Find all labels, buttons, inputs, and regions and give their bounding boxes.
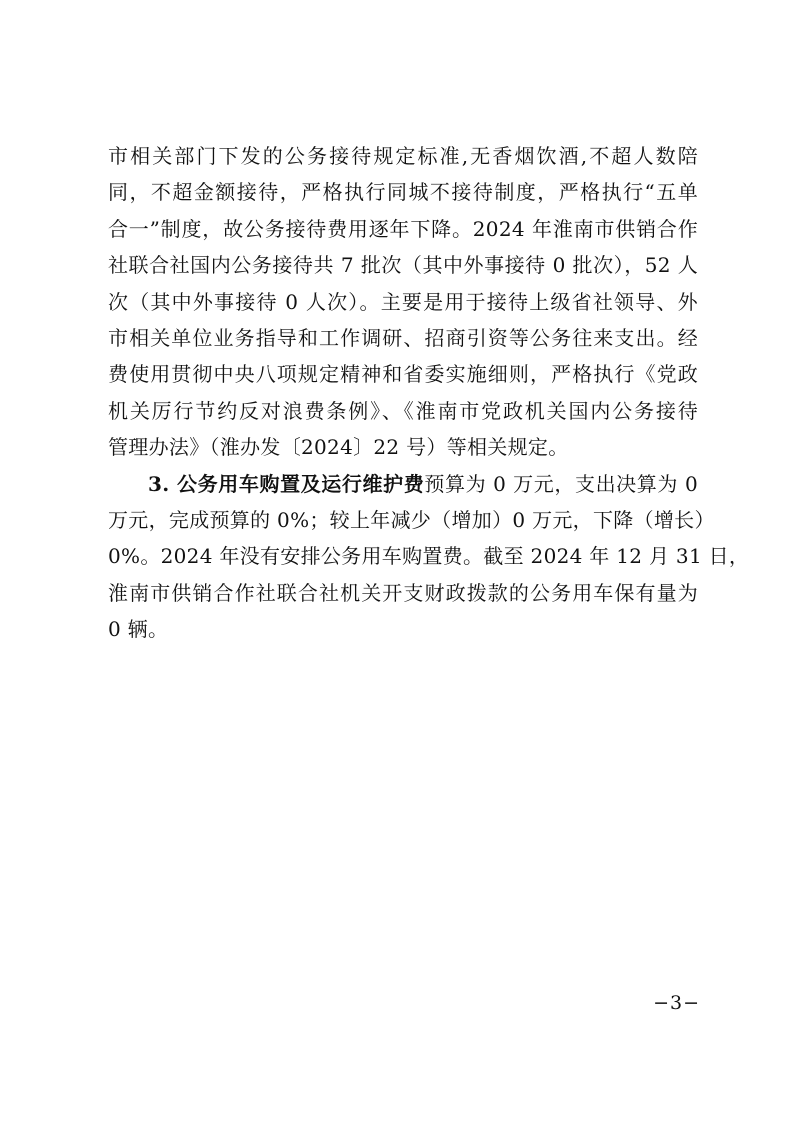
text-line xyxy=(108,466,698,502)
text-line: 合一”制度，故公务接待费用逐年下降。2024 年淮南市供销合作 xyxy=(108,216,698,241)
page-number: −3− xyxy=(653,992,700,1014)
text-line: 同，不超金额接待，严格执行同城不接待制度，严格执行“五单 xyxy=(108,180,698,205)
text-line: 次（其中外事接待 0 人次）。主要是用于接待上级省社领导、外 xyxy=(108,289,698,314)
body-text xyxy=(108,138,750,647)
text-line: 0%。2024 年没有安排公务用车购置费。截至 2024 年 12 月 31 日， xyxy=(108,544,750,569)
section-heading: 3. 公务用车购置及运行维护费 xyxy=(148,471,425,496)
text-line: 管理办法》（淮办发〔2024〕22 号）等相关规定。 xyxy=(108,435,569,460)
text-line: 市相关部门下发的公务接待规定标准,无香烟饮酒,不超人数陪 xyxy=(108,144,698,168)
text-line: 机关厉行节约反对浪费条例》、《淮南市党政机关国内公务接待 xyxy=(108,398,698,423)
text-line: 市相关单位业务指导和工作调研、招商引资等公务往来支出。经 xyxy=(108,325,698,350)
text-line: 万元，完成预算的 0%；较上年减少（增加）0 万元，下降（增长） xyxy=(108,507,715,532)
text-line: 社联合社国内公务接待共 7 批次（其中外事接待 0 批次），52 人 xyxy=(108,253,698,278)
text-span: 预算为 0 万元，支出决算为 0 xyxy=(424,471,698,496)
text-line: 0 辆。 xyxy=(108,617,169,642)
paragraph-reception xyxy=(108,138,698,466)
paragraph-vehicle xyxy=(108,466,750,648)
text-line: 淮南市供销合作社联合社机关开支财政拨款的公务用车保有量为 xyxy=(108,580,698,605)
text-line: 费使用贯彻中央八项规定精神和省委实施细则，严格执行《党政 xyxy=(108,362,698,387)
